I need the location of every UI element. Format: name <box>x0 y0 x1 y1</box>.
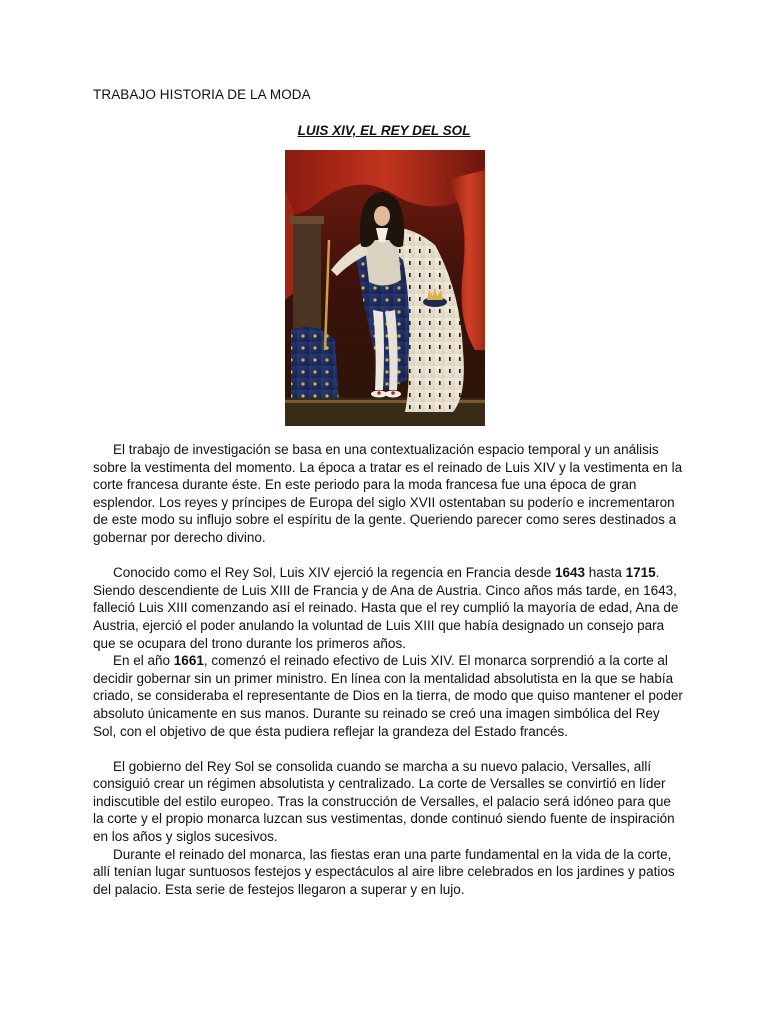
paragraph-text: Durante el reinado del monarca, las fiestas eran una parte fundamental en la vida de la corte, allí tenían lugar suntuosos festejos y espectáculos al aire libre celebrados en los jardines y patios del palacio. Esta serie de festejos llegaron a superar y en lujo. <box>93 846 675 897</box>
bold-year: 1715 <box>625 565 656 581</box>
body-paragraph <box>93 758 683 846</box>
paragraph-text: Conocido como el Rey Sol, Luis XIV ejerció la regencia en Francia desde <box>113 565 555 581</box>
body-paragraph <box>93 846 683 899</box>
body-paragraph <box>93 652 683 740</box>
document-body <box>93 441 683 898</box>
paragraph-text: El gobierno del Rey Sol se consolida cuando se marcha a su nuevo palacio, Versalles, allí consiguió crear un régimen absolutista y centralizado. La corte de Versalles se convirtió en líder indiscutible del estilo europeo. Tras la construcción de Versalles, el palacio será idóneo para que la corte y el propio monarca luzcan sus vestimentas, donde continuó siendo fuente de inspiración en los años y siglos sucesivos. <box>93 758 675 845</box>
document-title: LUIS XIV, EL REY DEL SOL <box>297 123 471 138</box>
paragraph-text: El trabajo de investigación se basa en una contextualización espacio temporal y un análisis sobre la vestimenta del momento. La época a tratar es el reinado de Luis XIV y la vestimenta en la corte francesa durante éste. En este periodo para la moda francesa fue una época de gran esplendor. Los reyes y príncipes de Europa del siglo XVII ostentaban su poderío e incrementaron de este modo su influjo sobre el espíritu de la gente. Queriendo parecer como seres destinados a gobernar por derecho divino. <box>93 442 683 545</box>
bold-year: 1643 <box>555 565 586 581</box>
paragraph-text: . Siendo descendiente de Luis XIII de Francia y de Ana de Austria. Cinco años más tarde, en 1643, falleció Luis XIII comenzando así el reinado. Hasta que el rey cumplió la mayoría de edad, Ana de Austria, ejerció el poder anulando la voluntad de Luis XIII que había designado un consejo para que se ocupara del trono durante los primeros años. <box>93 565 679 651</box>
document-header: TRABAJO HISTORIA DE LA MODA <box>93 87 311 102</box>
body-paragraph <box>93 441 683 547</box>
paragraph-text: hasta <box>585 565 626 581</box>
paragraph-text: , comenzó el reinado efectivo de Luis XIV. El monarca sorprendió a la corte al decidir gobernar sin un primer ministro. En línea con la mentalidad absolutista en la que se había criado, se consideraba el representante de Dios en la tierra, de modo que quiso mantener el poder absoluto únicamente en sus manos. Durante su reinado se creó una imagen simbólica del Rey Sol, con el objetivo de que ésta pudiera reflejar la grandeza del Estado francés. <box>93 653 683 739</box>
body-paragraph <box>93 564 683 652</box>
portrait-louis-xiv-image <box>285 150 485 426</box>
bold-year: 1661 <box>173 653 204 669</box>
paragraph-text: En el año <box>113 653 174 669</box>
